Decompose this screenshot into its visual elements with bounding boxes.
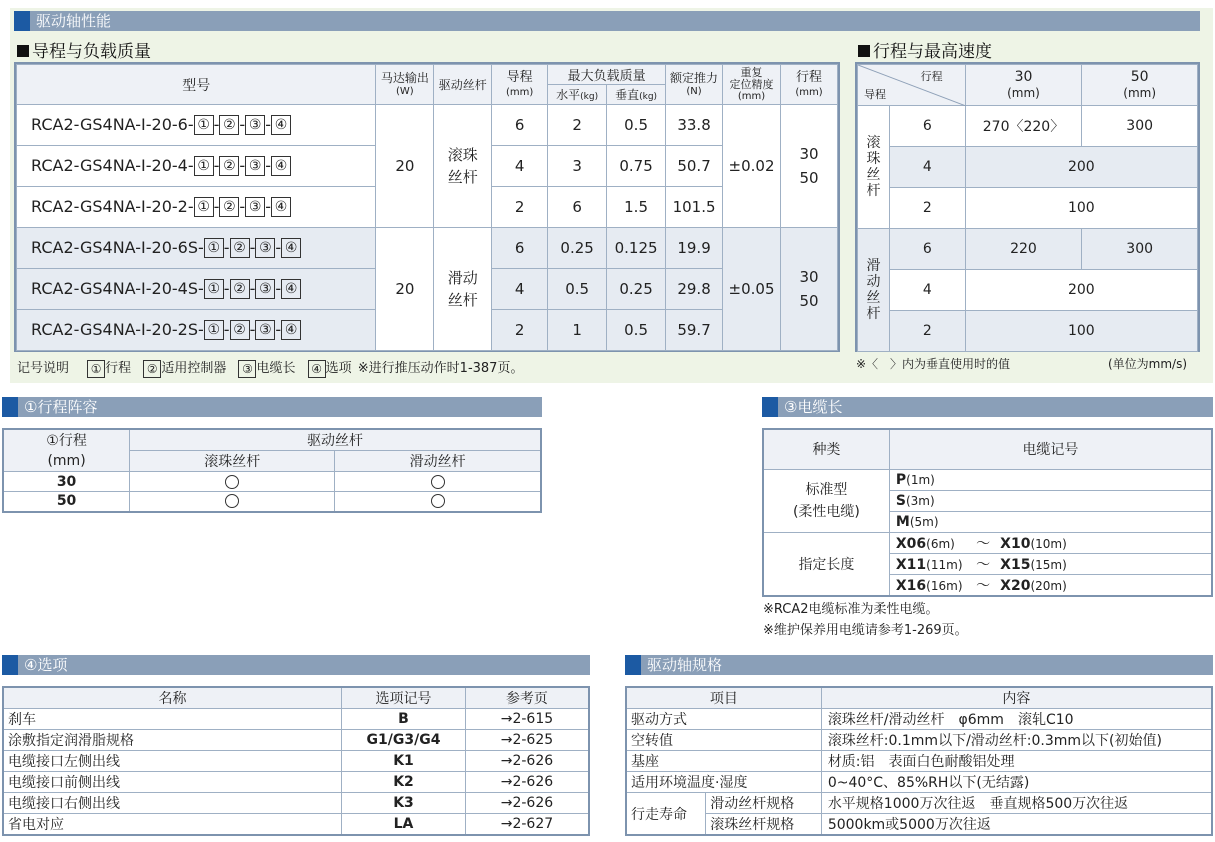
speed-note-right: (单位为mm/s): [1108, 357, 1188, 371]
spec-sub-item-cell: 滚珠丝杆规格: [706, 814, 822, 836]
col-header-thrust: 额定推力 (N): [666, 65, 723, 105]
cable-range-cell: X06(6m) ～ X10(10m): [889, 532, 1212, 553]
speed-cell: 200: [965, 270, 1197, 311]
speed-cell: 100: [965, 188, 1197, 229]
option-name-cell: 刹车: [3, 709, 342, 730]
col-header-lead: 导程 (mm): [492, 65, 548, 105]
option-name-cell: 省电对应: [3, 814, 342, 836]
heading-stroke-speed: 行程与最高速度: [858, 37, 992, 62]
horizontal-cell: 2: [548, 105, 607, 146]
stroke-cell: 30 50: [781, 228, 838, 351]
model-cell: RCA2-GS4NA-I-20-6S- ① - ② - ③ - ④: [17, 228, 376, 269]
square-bullet-icon: [17, 45, 29, 57]
available-cell: [335, 472, 541, 492]
col-header-type: 种类: [763, 429, 889, 469]
table-row: [858, 188, 1198, 229]
lead-cell: 4: [492, 269, 548, 310]
options-table: [2, 686, 590, 836]
table-row: [3, 772, 589, 793]
vertical-cell: 0.5: [607, 310, 666, 351]
group-label-slide: 滑 动 丝 杆: [858, 229, 890, 352]
cable-note-1: ※RCA2电缆标准为柔性电缆。: [763, 602, 939, 617]
spec-item-cell: 基座: [626, 751, 821, 772]
table-row: [626, 751, 1212, 772]
thrust-cell: 29.8: [666, 269, 723, 310]
horizontal-cell: 0.5: [548, 269, 607, 310]
specified-length-cell: 指定长度: [763, 532, 889, 596]
section-header-options: ④选项: [2, 655, 590, 675]
col-header-motor: 马达输出 (W): [376, 65, 434, 105]
spec-content-cell: 滚珠丝杆/滑动丝杆 φ6mm 滚轧C10: [821, 709, 1212, 730]
table-row: [858, 229, 1198, 270]
spec-content-cell: 水平规格1000万次往返 垂直规格500万次往返: [821, 793, 1212, 814]
spec-sub-item-cell: 滑动丝杆规格: [706, 793, 822, 814]
lead-cell: 6: [492, 228, 548, 269]
table-row: [858, 311, 1198, 352]
lead-load-table-wrap: [14, 62, 840, 352]
section-marker-icon: [2, 397, 18, 417]
option-page-cell: →2-626: [465, 772, 589, 793]
thrust-cell: 59.7: [666, 310, 723, 351]
lead-cell: 6: [889, 106, 965, 147]
speed-30-cell: 270〈220〉: [965, 106, 1082, 147]
option-page-cell: →2-625: [465, 730, 589, 751]
cable-code-cell: S(3m): [889, 490, 1212, 511]
table-row: [763, 469, 1212, 490]
col-header-code: 选项记号: [342, 687, 466, 709]
horizontal-cell: 6: [548, 187, 607, 228]
col-header-drive: 驱动丝杆: [130, 429, 541, 451]
col-header-slide: 滑动丝杆: [335, 451, 541, 472]
speed-cell: 200: [965, 147, 1197, 188]
lead-cell: 2: [889, 188, 965, 229]
col-header-page: 参考页: [465, 687, 589, 709]
standard-type-cell: 标准型 (柔性电缆): [763, 469, 889, 532]
cable-note-2: ※维护保养用电缆请参考1-269页。: [763, 623, 968, 638]
motor-cell: 20: [376, 228, 434, 351]
available-cell: [130, 472, 335, 492]
stroke-table: [2, 428, 542, 513]
col-header-code: 电缆记号: [889, 429, 1212, 469]
col-header-ball: 滚珠丝杆: [130, 451, 335, 472]
table-row: [17, 228, 838, 269]
table-row: [17, 105, 838, 146]
heading-lead-load: 导程与负载质量: [17, 37, 151, 62]
speed-cell: 100: [965, 311, 1197, 352]
available-cell: [335, 492, 541, 512]
option-code-cell: B: [342, 709, 466, 730]
spec-content-cell: 0~40°C、85%RH以下(无结露): [821, 772, 1212, 793]
horizontal-cell: 3: [548, 146, 607, 187]
col-header-50: 50 (mm): [1082, 65, 1198, 106]
table-row: [3, 730, 589, 751]
table-row: [3, 793, 589, 814]
model-cell: RCA2-GS4NA-I-20-4- ① - ② - ③ - ④: [17, 146, 376, 187]
col-header-horizontal: 水平(kg): [548, 85, 607, 105]
col-header-stroke: ①行程 (mm): [3, 429, 130, 472]
table-row: [626, 709, 1212, 730]
table-row: [858, 147, 1198, 188]
table-row: [626, 730, 1212, 751]
cable-code-cell: P(1m): [889, 469, 1212, 490]
table-row: [3, 709, 589, 730]
model-cell: RCA2-GS4NA-I-20-4S- ① - ② - ③ - ④: [17, 269, 376, 310]
circle-available-icon: [431, 494, 445, 508]
vertical-cell: 1.5: [607, 187, 666, 228]
stroke-cell: 30 50: [781, 105, 838, 228]
speed-50-cell: 300: [1082, 106, 1198, 147]
spec-item-cell: 驱动方式: [626, 709, 821, 730]
table-row: [3, 492, 541, 512]
option-name-cell: 电缆接口前侧出线: [3, 772, 342, 793]
vertical-cell: 0.125: [607, 228, 666, 269]
col-header-item: 项目: [626, 687, 821, 709]
table-row: [3, 751, 589, 772]
corner-header: 行程 导程: [858, 65, 966, 106]
cable-range-cell: X11(11m) ～ X15(15m): [889, 553, 1212, 574]
spec-item-cell: 适用环境温度·湿度: [626, 772, 821, 793]
table-row: [626, 793, 1212, 814]
spec-content-cell: 5000km或5000万次往返: [821, 814, 1212, 836]
available-cell: [130, 492, 335, 512]
model-cell: RCA2-GS4NA-I-20-6- ① - ② - ③ - ④: [17, 105, 376, 146]
col-header-name: 名称: [3, 687, 342, 709]
option-code-cell: K3: [342, 793, 466, 814]
col-header-max-load: 最大负载质量: [548, 65, 666, 85]
lead-load-table: [16, 64, 838, 351]
section-marker-icon: [762, 397, 778, 417]
table-row: [763, 532, 1212, 553]
col-header-drive: 驱动丝杆: [434, 65, 492, 105]
repeat-cell: ±0.02: [723, 105, 781, 228]
spec-content-cell: 滚珠丝杆:0.1mm以下/滑动丝杆:0.3mm以下(初始值): [821, 730, 1212, 751]
col-header-30: 30 (mm): [965, 65, 1082, 106]
model-cell: RCA2-GS4NA-I-20-2- ① - ② - ③ - ④: [17, 187, 376, 228]
thrust-cell: 101.5: [666, 187, 723, 228]
table-row: [3, 472, 541, 492]
thrust-cell: 33.8: [666, 105, 723, 146]
stroke-cell: 30: [3, 472, 130, 492]
option-name-cell: 电缆接口右侧出线: [3, 793, 342, 814]
table-row: [858, 106, 1198, 147]
horizontal-cell: 1: [548, 310, 607, 351]
option-page-cell: →2-627: [465, 814, 589, 836]
spec-content-cell: 材质:铝 表面白色耐酸铝处理: [821, 751, 1212, 772]
option-code-cell: K1: [342, 751, 466, 772]
repeat-cell: ±0.05: [723, 228, 781, 351]
section-marker-icon: [14, 11, 30, 31]
axis-spec-table: [625, 686, 1213, 836]
table-row: [626, 772, 1212, 793]
section-header-drive-performance: 驱动轴性能: [14, 11, 1200, 31]
circle-available-icon: [225, 494, 239, 508]
stroke-cell: 50: [3, 492, 130, 512]
spec-item-cell: 空转值: [626, 730, 821, 751]
option-page-cell: →2-626: [465, 751, 589, 772]
lead-cell: 2: [492, 187, 548, 228]
option-name-cell: 涂敷指定润滑脂规格: [3, 730, 342, 751]
model-cell: RCA2-GS4NA-I-20-2S- ① - ② - ③ - ④: [17, 310, 376, 351]
col-header-content: 内容: [821, 687, 1212, 709]
square-bullet-icon: [858, 45, 870, 57]
lead-cell: 4: [889, 270, 965, 311]
lead-cell: 6: [889, 229, 965, 270]
legend-line: 记号说明 ① 行程 ② 适用控制器 ③ 电缆长 ④ 选项 ※进行推压动作时1-387页。: [17, 361, 524, 376]
lead-cell: 2: [492, 310, 548, 351]
cable-table: [762, 428, 1213, 597]
cable-range-cell: X16(16m) ～ X20(20m): [889, 574, 1212, 596]
option-page-cell: →2-615: [465, 709, 589, 730]
section-header-stroke: ①行程阵容: [2, 397, 542, 417]
section-marker-icon: [2, 655, 18, 675]
speed-50-cell: 300: [1082, 229, 1198, 270]
lead-cell: 2: [889, 311, 965, 352]
col-header-stroke: 行程 (mm): [781, 65, 838, 105]
col-header-model: 型号: [17, 65, 376, 105]
table-row: [626, 814, 1212, 836]
section-marker-icon: [625, 655, 641, 675]
thrust-cell: 19.9: [666, 228, 723, 269]
table-row: [858, 270, 1198, 311]
lead-cell: 4: [492, 146, 548, 187]
col-header-vertical: 垂直(kg): [607, 85, 666, 105]
drive-cell: 滑动 丝杆: [434, 228, 492, 351]
thrust-cell: 50.7: [666, 146, 723, 187]
option-page-cell: →2-626: [465, 793, 589, 814]
drive-cell: 滚珠 丝杆: [434, 105, 492, 228]
vertical-cell: 0.75: [607, 146, 666, 187]
option-name-cell: 电缆接口左侧出线: [3, 751, 342, 772]
stroke-speed-table: [857, 64, 1198, 352]
circle-available-icon: [225, 475, 239, 489]
section-header-cable: ③电缆长: [762, 397, 1213, 417]
table-row: [3, 814, 589, 836]
travel-life-cell: 行走寿命: [626, 793, 706, 836]
group-label-ball: 滚 珠 丝 杆: [858, 106, 890, 229]
cable-code-cell: M(5m): [889, 511, 1212, 532]
speed-30-cell: 220: [965, 229, 1082, 270]
speed-note-left: ※〈 〉内为垂直使用时的值: [856, 357, 1011, 371]
stroke-speed-table-wrap: [855, 62, 1200, 352]
col-header-repeatability: 重复 定位精度 (mm): [723, 65, 781, 105]
option-code-cell: G1/G3/G4: [342, 730, 466, 751]
circle-available-icon: [431, 475, 445, 489]
option-code-cell: K2: [342, 772, 466, 793]
lead-cell: 4: [889, 147, 965, 188]
lead-cell: 6: [492, 105, 548, 146]
motor-cell: 20: [376, 105, 434, 228]
section-header-axis-spec: 驱动轴规格: [625, 655, 1213, 675]
option-code-cell: LA: [342, 814, 466, 836]
vertical-cell: 0.5: [607, 105, 666, 146]
horizontal-cell: 0.25: [548, 228, 607, 269]
vertical-cell: 0.25: [607, 269, 666, 310]
